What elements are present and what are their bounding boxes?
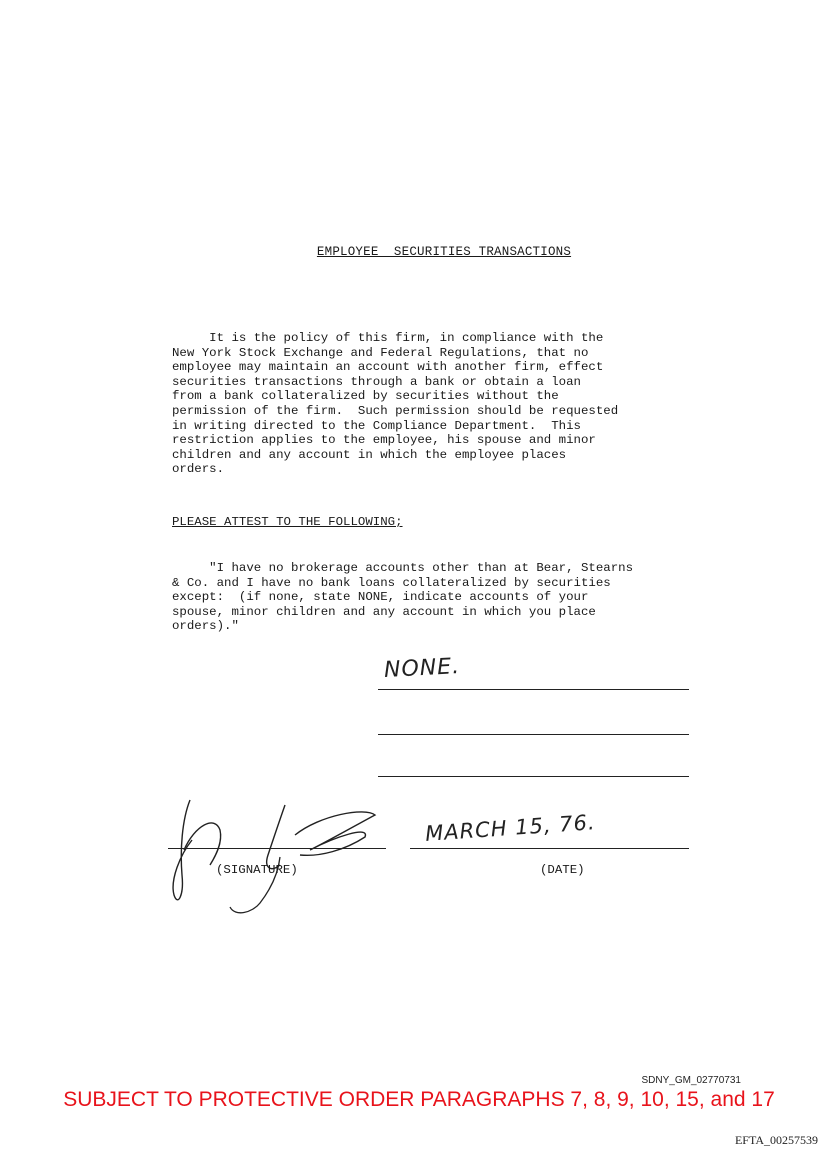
- document-title: EMPLOYEE SECURITIES TRANSACTIONS: [316, 245, 572, 259]
- response-line-1: [378, 689, 689, 690]
- handwritten-response: NONE.: [383, 654, 461, 683]
- response-line-3: [378, 776, 689, 777]
- attest-heading: PLEASE ATTEST TO THE FOLLOWING;: [172, 515, 403, 529]
- date-label: (DATE): [540, 863, 585, 877]
- bates-number: SDNY_GM_02770731: [641, 1075, 741, 1086]
- handwritten-date: MARCH 15, 76.: [424, 810, 597, 846]
- signature-scribble: [160, 795, 400, 915]
- signature-label: (SIGNATURE): [216, 863, 298, 877]
- signature-line: [168, 848, 386, 849]
- efta-number: EFTA_00257539: [734, 1133, 818, 1147]
- response-line-2: [378, 734, 689, 735]
- protective-order-notice: SUBJECT TO PROTECTIVE ORDER PARAGRAPHS 7, 8, 9, 10, 15, and 17: [63, 1088, 775, 1111]
- policy-paragraph: It is the policy of this firm, in compliance with the New York Stock Exchange and Federal Regulations, that no employee may maintain an account with another firm, effect securities transactions through a bank or obtain a loan from a bank collateralized by securities without the permission of the firm. Such permission should be requested in writing directed to the Compliance Department. This restriction applies to the employee, his spouse and minor children and any account in which the employee places orders.: [172, 331, 619, 477]
- attest-statement: "I have no brokerage accounts other than at Bear, Stearns & Co. and I have no bank loans collateralized by securities except: (if none, state NONE, indicate accounts of your spouse, minor children and any account in which you place orders).": [172, 561, 634, 634]
- date-line: [410, 848, 689, 849]
